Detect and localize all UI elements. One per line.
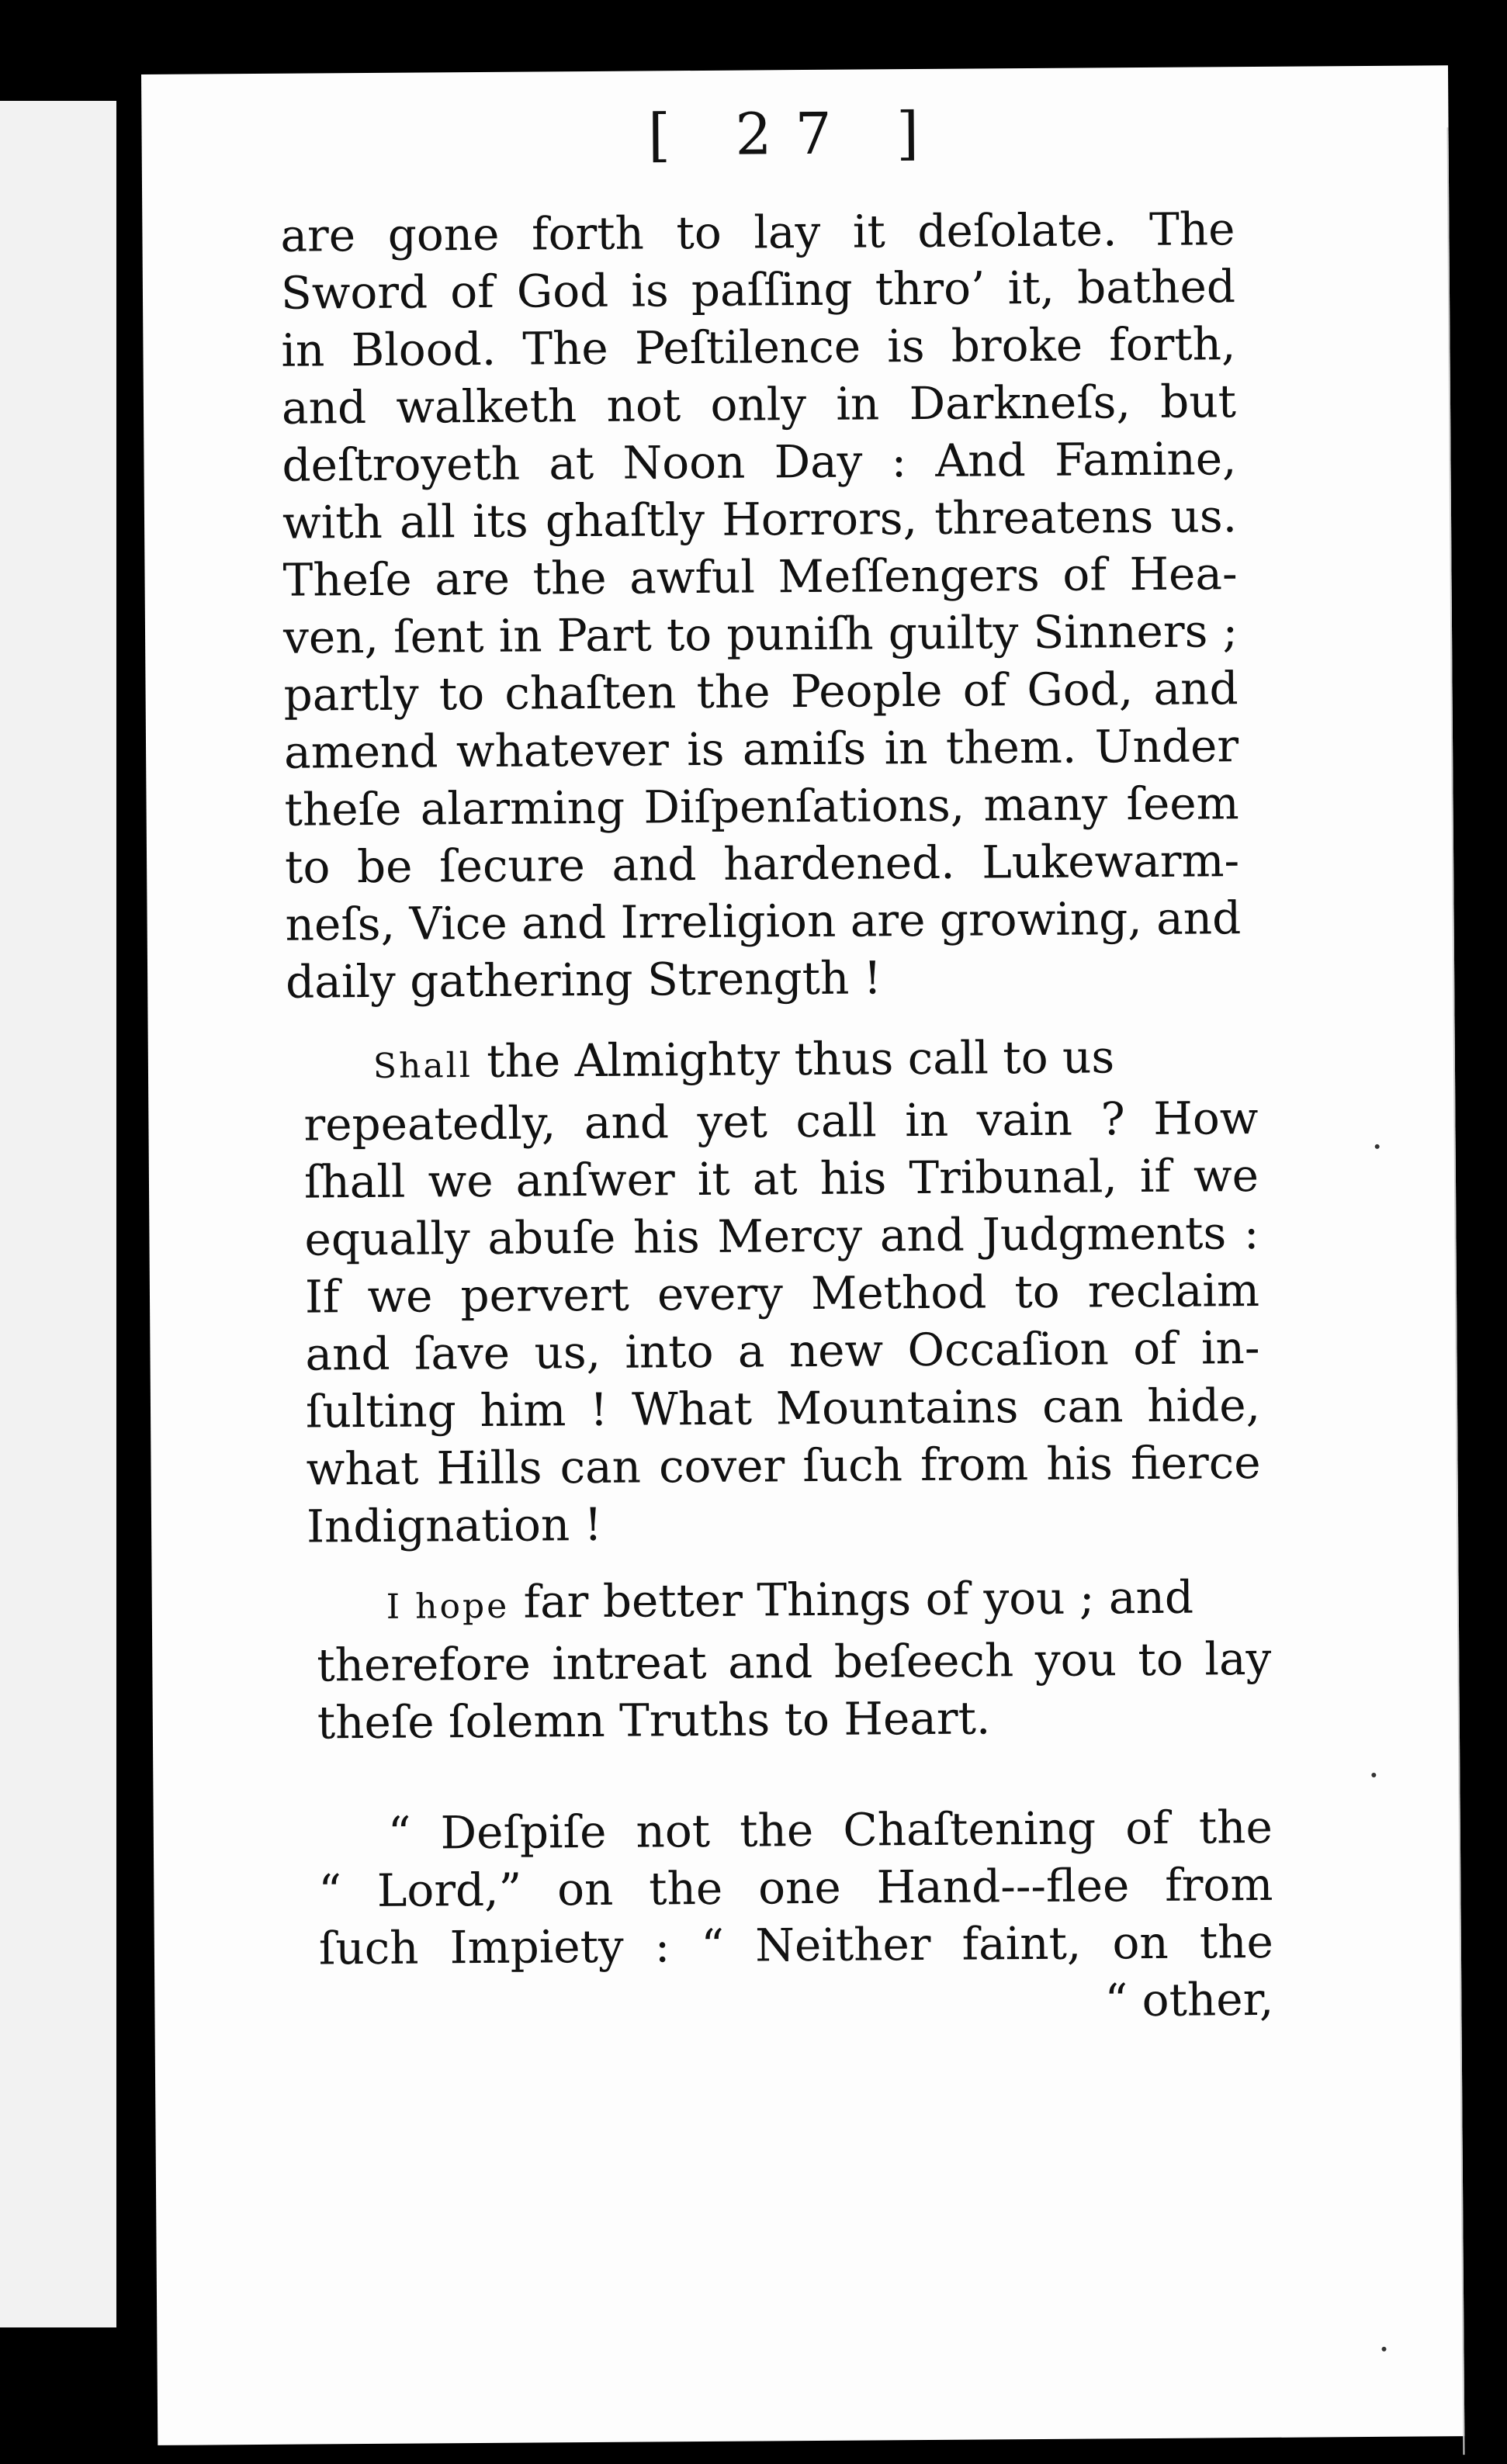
small-caps-lead: I hope (386, 1586, 510, 1627)
text-line: ſhall we anſwer it at his Tribunal, if we (303, 1148, 1259, 1209)
paragraph-1 (280, 200, 1240, 1011)
page-number: [ 27 ] (647, 99, 943, 169)
facing-page-edge (0, 101, 116, 2327)
text-line: ſuch Impiety : “ Neither faint, on the (318, 1915, 1274, 1975)
text-line (317, 1568, 1272, 1637)
text-line: are gone forth to lay it deſolate. The (280, 202, 1235, 262)
text-line: deſtroyeth at Noon Day : And Famine, (282, 432, 1237, 492)
text-fragment: far better Things of you ; and (508, 1570, 1194, 1628)
text-line: and walketh not only in Darkneſs, but (281, 375, 1237, 434)
text-fragment: the Almighty thus call to us (472, 1030, 1115, 1088)
text-line: partly to chaſten the People of God, and (283, 662, 1239, 722)
text-line: what Hills can cover ſuch from his fierce (306, 1435, 1261, 1496)
text-line: to be ſecure and hardened. Lukewarm- (284, 834, 1240, 894)
catchword: “ other, (1104, 1972, 1274, 2027)
text-line: “ Deſpiſe not the Chaſtening of the (387, 1800, 1273, 1860)
text-line (303, 1027, 1259, 1096)
paragraph-4 (318, 1798, 1274, 2035)
speck (1381, 2347, 1386, 2352)
text-line: equally abuſe his Mercy and Judgments : (304, 1206, 1259, 1266)
small-caps-lead: Shall (372, 1046, 473, 1086)
text-line: in Blood. The Peſtilence is broke forth, (281, 317, 1236, 377)
text-line: Sword of God is paſſing thro’ it, bathed (280, 260, 1236, 320)
text-line: neſs, Vice and Irreligion are growing, and (285, 891, 1242, 951)
speck (1371, 1773, 1376, 1777)
text-line: theſe alarming Diſpenſations, many ſeem (284, 777, 1239, 836)
text-line: ſulting him ! What Mountains can hide, (305, 1378, 1261, 1438)
text-line: daily gathering Strength ! (285, 951, 882, 1009)
text-line: Theſe are the awful Meſſengers of Hea- (282, 547, 1238, 607)
text-line: and ſave us, into a new Occaſion of in- (305, 1320, 1260, 1381)
text-line: ven, ſent in Part to puniſh guilty Sinners ; (282, 604, 1239, 664)
text-line: repeatedly, and yet call in vain ? How (303, 1091, 1259, 1151)
text-line: amend whatever is amiſs in them. Under (283, 719, 1239, 779)
page-edge (1447, 127, 1465, 2455)
paragraph-2 (303, 1027, 1262, 1556)
text-line: “ Lord,” on the one Hand---flee from (318, 1857, 1273, 1918)
book-page (141, 65, 1464, 2445)
text-line: theſe ſolemn Truths to Heart. (317, 1691, 991, 1749)
text-line: Indignation ! (306, 1497, 603, 1553)
speck (1375, 1144, 1380, 1149)
text-line: If we pervert every Method to reclaim (304, 1263, 1260, 1324)
paragraph-3 (317, 1568, 1273, 1752)
text-line: with all its ghaſtly Horrors, threatens us. (282, 490, 1238, 549)
text-line: therefore intreat and beſeech you to lay (317, 1632, 1272, 1692)
